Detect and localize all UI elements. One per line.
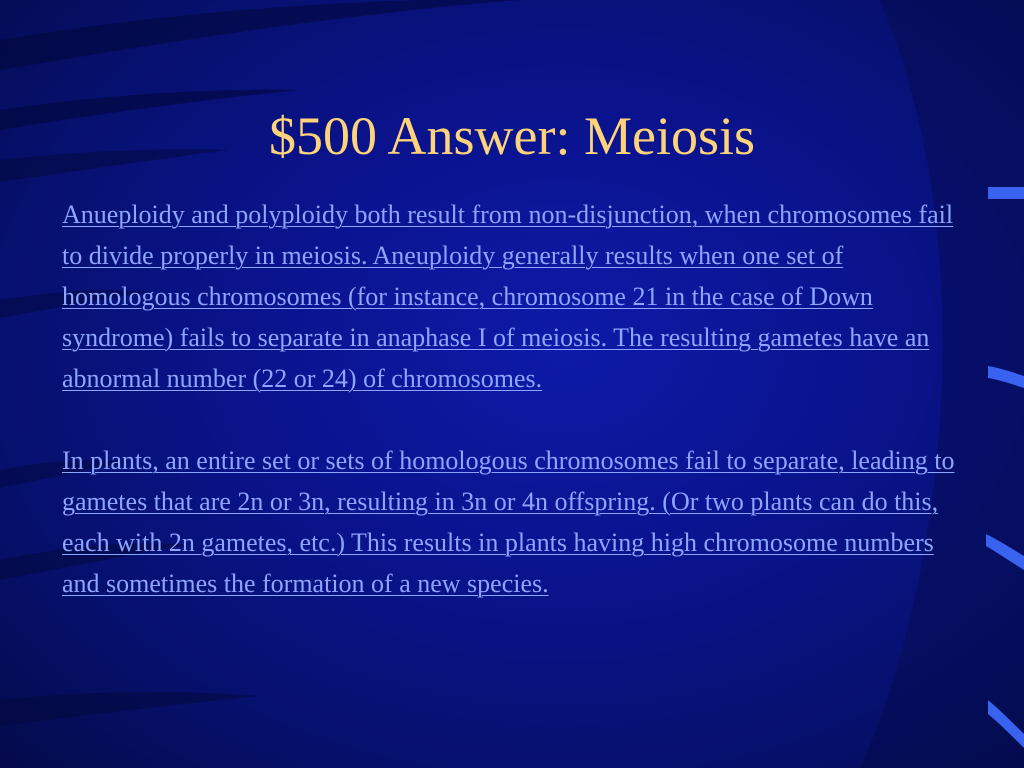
- paragraph-link-1[interactable]: Anueploidy and polyploidy both result from non-disjunction, when chromosomes fail to divide properly in meiosis. Aneuploidy generally results when one set of homologous chromosomes (for instance, chromosome 21 in the case of Down syndrome) fails to separate in anaphase I of meiosis. The resulting gametes have an abnormal number (22 or 24) of chromosomes.: [62, 200, 954, 393]
- paragraph-polyploidy: [62, 440, 957, 604]
- paragraph-spacer: [62, 399, 957, 440]
- paragraph-link-2[interactable]: In plants, an entire set or sets of homologous chromosomes fail to separate, leading to gametes that are 2n or 3n, resulting in 3n or 4n offspring. (Or two plants can do this, each with 2n gametes, etc.) This results in plants having high chromosome numbers and sometimes the formation of a new species.: [62, 446, 955, 598]
- dark-streak: [0, 692, 260, 726]
- paragraph-aneuploidy: [62, 194, 957, 399]
- slide-title: $500 Answer: Meiosis: [269, 106, 755, 166]
- slide-body: [62, 194, 957, 604]
- accent-mark: [988, 187, 1024, 199]
- dark-streak: [0, 0, 520, 70]
